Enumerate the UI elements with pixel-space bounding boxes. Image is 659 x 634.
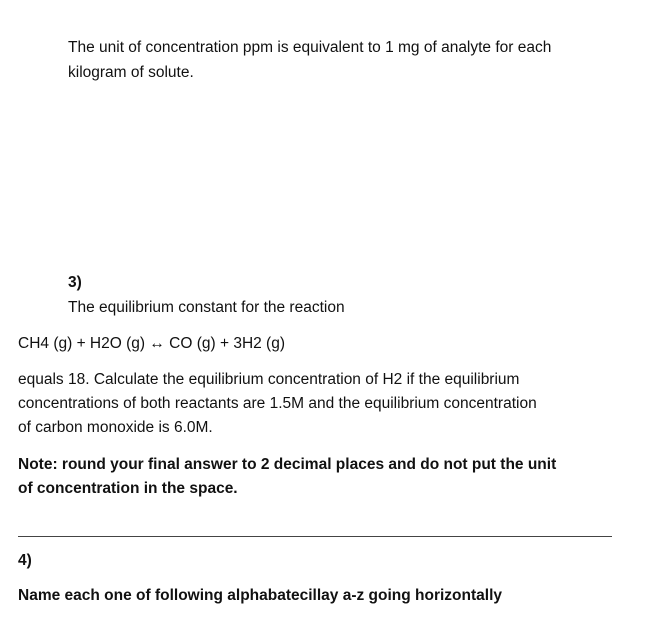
intro-line-1: The unit of concentration ppm is equivalent to 1 mg of analyte for each — [68, 39, 552, 56]
question-4-number: 4) — [18, 552, 32, 569]
answer-divider — [18, 536, 612, 537]
question-3-note-line-2: of concentration in the space. — [18, 480, 238, 497]
intro-line-2: kilogram of solute. — [68, 64, 194, 81]
question-3-lead: The equilibrium constant for the reaction — [68, 299, 345, 316]
reaction-equation: CH4 (g) + H2O (g) ↔ CO (g) + 3H2 (g) — [18, 335, 286, 352]
question-3-body-line-3: of carbon monoxide is 6.0M. — [18, 419, 213, 436]
question-4-prompt: Name each one of following alphabatecillay a-z going horizontally — [18, 587, 503, 604]
question-3-body-line-1: equals 18. Calculate the equilibrium concentration of H2 if the equilibrium — [18, 371, 520, 388]
question-3-number: 3) — [68, 274, 82, 291]
question-3-body-line-2: concentrations of both reactants are 1.5M and the equilibrium concentration — [18, 395, 537, 412]
question-3-note-line-1: Note: round your final answer to 2 decimal places and do not put the unit — [18, 456, 557, 473]
